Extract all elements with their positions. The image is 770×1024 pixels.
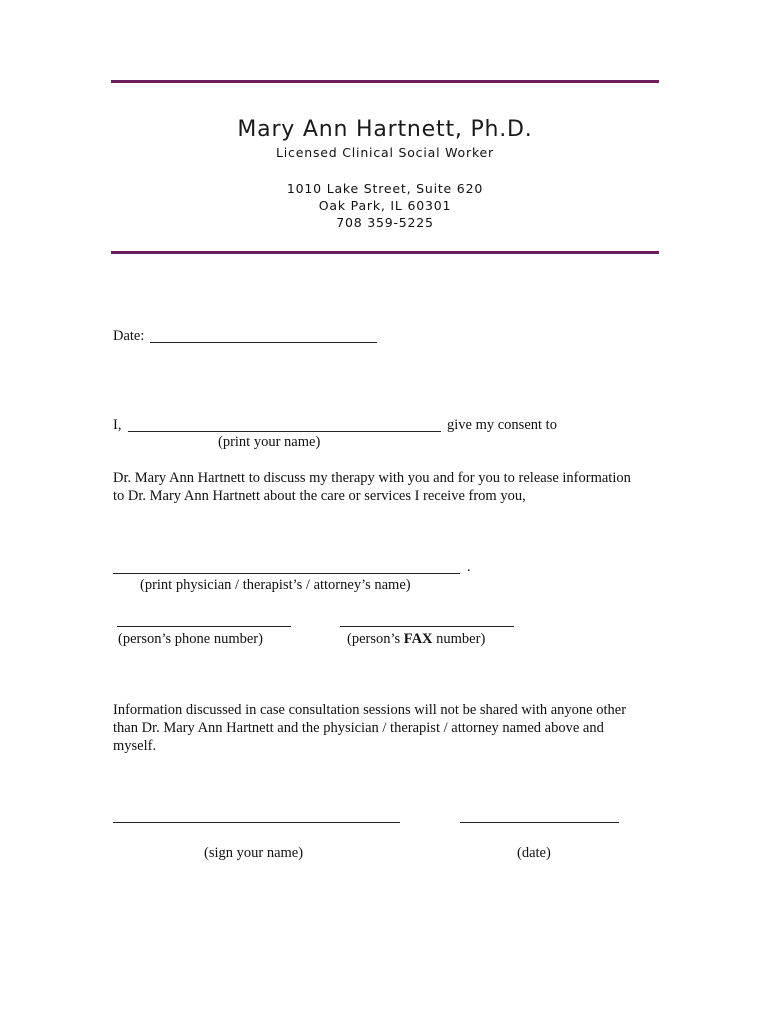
signature-caption: (sign your name) — [204, 845, 304, 861]
print-name-caption: (print your name) — [218, 434, 321, 450]
consent-prefix: I, — [113, 417, 122, 433]
signature-field-line[interactable] — [113, 822, 400, 823]
date-field-line[interactable] — [150, 342, 377, 343]
provider-line-period: . — [467, 559, 471, 575]
letterhead-top-rule — [111, 80, 659, 83]
release-paragraph-line: Dr. Mary Ann Hartnett to discuss my therapy with you and for you to release information — [113, 470, 631, 486]
fax-caption — [347, 630, 485, 648]
confidentiality-paragraph-line: Information discussed in case consultation sessions will not be shared with anyone other — [113, 702, 627, 718]
release-paragraph — [113, 469, 673, 505]
fax-caption-bold: FAX — [403, 631, 433, 647]
provider-name-field-line[interactable] — [113, 573, 460, 574]
fax-caption-prefix: (person’s — [347, 631, 404, 647]
fax-field-line[interactable] — [340, 626, 514, 627]
letterhead-title: Licensed Clinical Social Worker — [276, 145, 494, 160]
name-field-line[interactable] — [128, 431, 441, 432]
address-city: Oak Park, IL 60301 — [318, 198, 452, 213]
signature-date-caption: (date) — [517, 845, 551, 861]
phone-field-line[interactable] — [117, 626, 291, 627]
phone-caption: (person’s phone number) — [118, 631, 263, 647]
date-label: Date: — [113, 328, 145, 344]
confidentiality-paragraph — [113, 701, 673, 755]
confidentiality-paragraph-line: myself. — [113, 738, 157, 754]
release-paragraph-line: to Dr. Mary Ann Hartnett about the care or services I receive from you, — [113, 488, 526, 504]
address-street: 1010 Lake Street, Suite 620 — [286, 181, 484, 196]
fax-caption-suffix: number) — [432, 631, 486, 647]
consent-suffix: give my consent to — [447, 417, 557, 433]
signature-date-field-line[interactable] — [460, 822, 619, 823]
letterhead-address — [111, 180, 659, 231]
provider-name-caption: (print physician / therapist’s / attorney’s name) — [140, 577, 411, 593]
letterhead-name: Mary Ann Hartnett, Ph.D. — [237, 117, 533, 142]
address-phone: 708 359-5225 — [336, 215, 434, 230]
confidentiality-paragraph-line: than Dr. Mary Ann Hartnett and the physician / therapist / attorney named above and — [113, 720, 604, 736]
letterhead-bottom-rule — [111, 251, 659, 254]
